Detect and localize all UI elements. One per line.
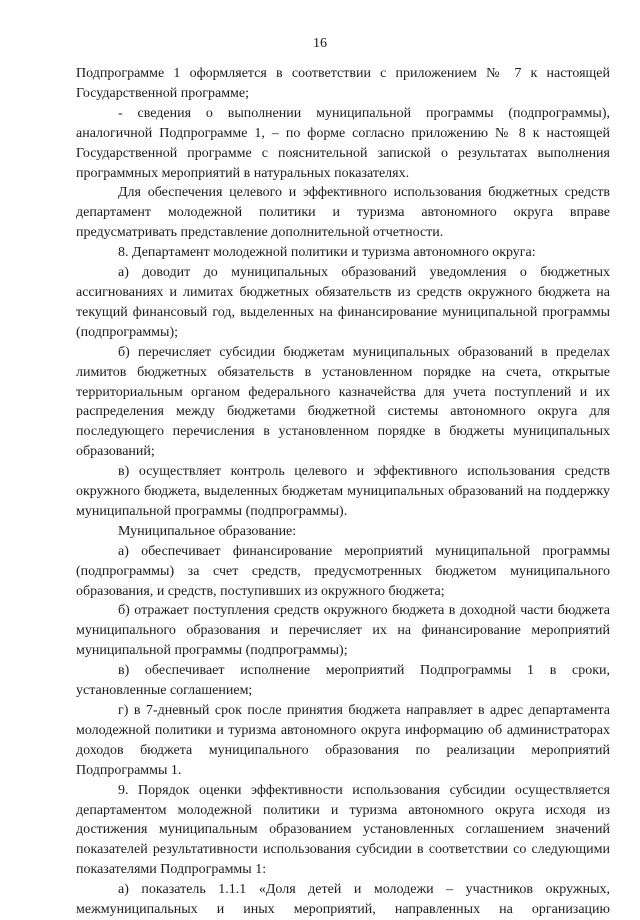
- paragraph: в) обеспечивает исполнение мероприятий Подпрограммы 1 в сроки, установленные соглашением;: [76, 663, 610, 699]
- page-number: 16: [313, 36, 327, 51]
- paragraph: 9. Порядок оценки эффективности использования субсидии осуществляется департаментом молодежной политики и туризма автономного округа исходя из достижения муниципальным образованием установленных соглашением значений показателей результативности использования субсидии в соответствии со следующими показателями Подпрограммы 1:: [76, 782, 610, 878]
- paragraph: в) осуществляет контроль целевого и эффективного использования средств окружного бюджета, выделенных бюджетам муниципальных образований на поддержку муниципальной программы (подпрограммы).: [76, 464, 610, 519]
- document-body: [76, 64, 610, 920]
- paragraph: а) доводит до муниципальных образований уведомления о бюджетных ассигнованиях и лимитах бюджетных обязательств из средств окружного бюджета на текущий финансовый год, выделенных на финансирование муниципальной программы (подпрограммы);: [76, 265, 610, 340]
- paragraph: 8. Департамент молодежной политики и туризма автономного округа:: [118, 245, 536, 261]
- paragraph: а) показатель 1.1.1 «Доля детей и молодежи – участников окружных, межмуниципальных и иных мероприятий, направленных на организацию: [76, 882, 610, 918]
- paragraph: б) перечисляет субсидии бюджетам муниципальных образований в пределах лимитов бюджетных обязательств в установленном порядке на счета, открытые территориальным органом федерального казначейства для учета поступлений и их распределения между бюджетами бюджетной системы автономного округа для последующего перечисления в установленном порядке в бюджеты муниципальных образований;: [76, 344, 610, 460]
- paragraph: Муниципальное образование:: [118, 523, 297, 539]
- paragraph: Для обеспечения целевого и эффективного использования бюджетных средств департамент молодежной политики и туризма автономного округа вправе предусматривать представление дополнительной отчетности.: [76, 185, 610, 241]
- paragraph: Подпрограмме 1 оформляется в соответствии с приложением № 7 к настоящей Государственной программе;: [76, 66, 610, 101]
- paragraph: г) в 7-дневный срок после принятия бюджета направляет в адрес департамента молодежной политики и туризма автономного округа информацию об администраторах доходов бюджета муниципального образования по реализации мероприятий Подпрограммы 1.: [76, 703, 610, 778]
- paragraph: б) отражает поступления средств окружного бюджета в доходной части бюджета муниципального образования и перечисляет их на финансирование мероприятий муниципальной программы (подпрограммы);: [76, 603, 610, 659]
- paragraph: - сведения о выполнении муниципальной программы (подпрограммы), аналогичной Подпрограмме 1, – по форме согласно приложению № 8 к настоящей Государственной программе с пояснительной запиской о результатах выполнения программных мероприятий в натуральных показателях.: [76, 105, 610, 181]
- paragraph: а) обеспечивает финансирование мероприятий муниципальной программы (подпрограммы) за счет средств, предусмотренных бюджетом муниципального образования, и средств, поступивших из окружного бюджета;: [76, 543, 610, 599]
